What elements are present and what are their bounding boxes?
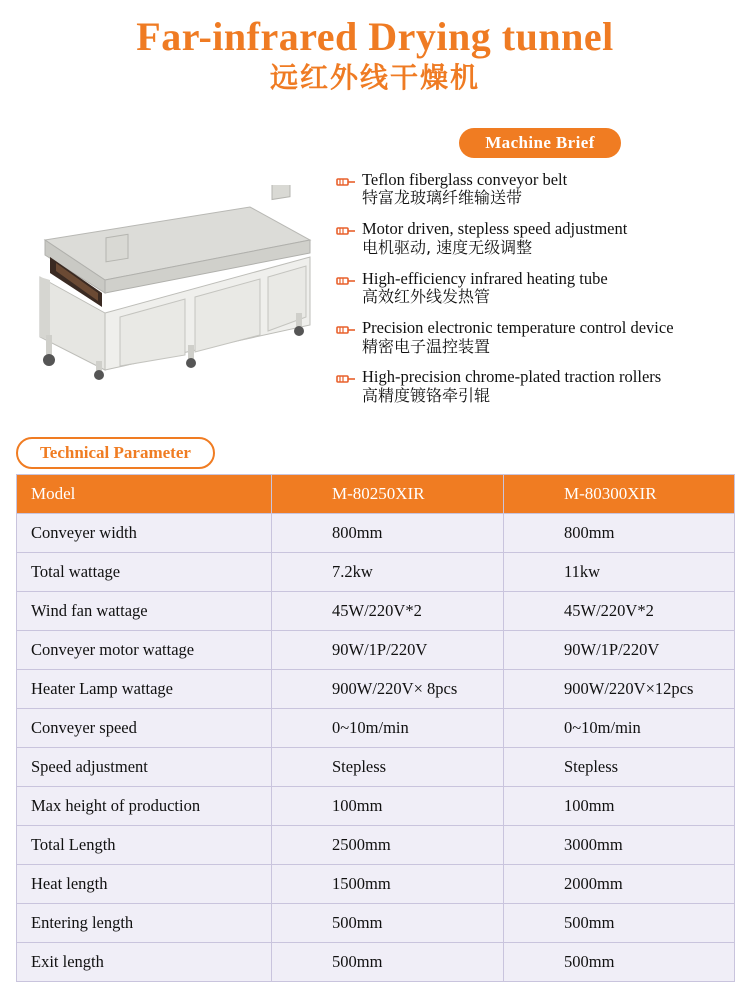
row-value-a: 2500mm [272,826,504,865]
list-item [335,170,745,208]
list-item-english: High-precision chrome-plated traction rollers [362,367,662,387]
machine-photo [10,185,330,380]
list-item-chinese: 电机驱动, 速度无级调整 [362,237,533,257]
row-value-a: 900W/220V× 8pcs [272,670,504,709]
syringe-bullet-icon [335,223,357,239]
row-value-b: 3000mm [504,826,735,865]
row-value-a: 100mm [272,787,504,826]
list-item-text [362,170,567,208]
row-value-b: Stepless [504,748,735,787]
list-item [335,219,745,257]
row-value-b: 90W/1P/220V [504,631,735,670]
syringe-bullet-icon [335,174,357,190]
table-header [17,475,735,514]
list-item-text [362,367,661,405]
table-row [17,553,735,592]
list-item-text [362,318,674,356]
table-row [17,670,735,709]
row-value-b: 45W/220V*2 [504,592,735,631]
row-label: Conveyer speed [17,709,272,748]
row-value-b: 11kw [504,553,735,592]
row-value-a: 500mm [272,904,504,943]
row-label: Total Length [17,826,272,865]
list-item-chinese: 特富龙玻璃纤维输送带 [362,188,523,208]
list-item-english: Teflon fiberglass conveyor belt [362,170,568,189]
row-label: Conveyer motor wattage [17,631,272,670]
column-header-model-a: M-80250XIR [272,475,504,514]
column-header-model-b: M-80300XIR [504,475,735,514]
page-title-chinese: 远红外线干燥机 [269,63,480,94]
list-item-english: Precision electronic temperature control device [362,318,674,338]
row-label: Speed adjustment [17,748,272,787]
row-value-a: 500mm [272,943,504,982]
row-value-a: 7.2kw [272,553,504,592]
row-value-b: 0~10m/min [504,709,735,748]
table-row [17,865,735,904]
machine-brief-heading: Machine Brief [459,128,621,158]
row-value-b: 2000mm [504,865,735,904]
list-item-chinese: 精密电子温控装置 [362,336,491,356]
table-body [17,514,735,982]
syringe-bullet-icon [335,371,357,387]
list-item-chinese: 高精度镀铬牵引辊 [362,385,491,405]
row-value-b: 900W/220V×12pcs [504,670,735,709]
list-item-text [362,269,608,307]
row-label: Heat length [17,865,272,904]
row-value-a: 90W/1P/220V [272,631,504,670]
row-label: Entering length [17,904,272,943]
row-value-b: 500mm [504,904,735,943]
list-item-english: High-efficiency infrared heating tube [362,268,608,288]
row-label: Wind fan wattage [17,592,272,631]
list-item [335,269,745,307]
row-value-a: 0~10m/min [272,709,504,748]
table-header-row [17,475,735,514]
table-row [17,592,735,631]
list-item [335,367,745,405]
machine-brief-heading-wrap [335,128,745,158]
technical-parameter-heading: Technical Parameter [16,437,215,469]
table-row [17,943,735,982]
table-row [17,904,735,943]
column-header-model: Model [17,475,272,514]
technical-parameter-table [16,474,735,982]
table-row [17,787,735,826]
table-row [17,709,735,748]
row-value-a: Stepless [272,748,504,787]
technical-parameter-heading-wrap [16,437,215,469]
table-row [17,514,735,553]
row-label: Conveyer width [17,514,272,553]
row-label: Total wattage [17,553,272,592]
row-label: Exit length [17,943,272,982]
list-item [335,318,745,356]
row-value-a: 800mm [272,514,504,553]
table-row [17,748,735,787]
list-item-english: Motor driven, stepless speed adjustment [362,219,628,239]
machine-brief-list [335,170,745,406]
row-value-b: 800mm [504,514,735,553]
syringe-bullet-icon [335,322,357,338]
row-value-a: 45W/220V*2 [272,592,504,631]
row-label: Heater Lamp wattage [17,670,272,709]
syringe-bullet-icon [335,273,357,289]
list-item-chinese: 高效红外线发热管 [362,287,491,307]
row-label: Max height of production [17,787,272,826]
page-title-english: Far-infrared Drying tunnel [136,14,614,59]
table-row [17,826,735,865]
row-value-a: 1500mm [272,865,504,904]
machine-brief-section [335,128,745,417]
row-value-b: 500mm [504,943,735,982]
list-item-text [362,219,627,257]
table-row [17,631,735,670]
row-value-b: 100mm [504,787,735,826]
